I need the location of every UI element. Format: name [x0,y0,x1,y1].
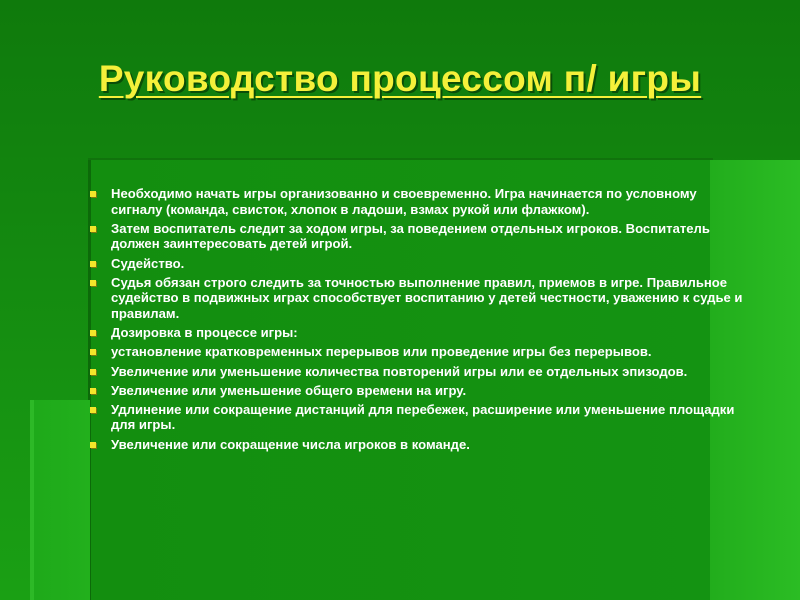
bullet-item [90,344,750,360]
square-bullet-icon [90,191,96,197]
square-bullet-icon [90,407,96,413]
bullet-item [90,402,750,433]
bullet-text: Судейство. [111,255,185,271]
bullet-text: Увеличение или уменьшение количества повторений игры или ее отдельных эпизодов. [111,363,688,379]
bullet-text: Необходимо начать игры организованно и своевременно. Игра начинается по условному сигналу (команда, свисток, хлопок в ладоши, взмах рукой или флажком). [111,186,697,217]
bullet-item [90,364,750,380]
bullet-item [90,186,750,217]
square-bullet-icon [90,261,96,267]
bullet-item [90,383,750,399]
bullet-text: Увеличение или уменьшение общего времени на игру. [111,382,467,398]
square-bullet-icon [90,280,96,286]
square-bullet-icon [90,226,96,232]
square-bullet-icon [90,442,96,448]
square-bullet-icon [90,349,96,355]
slide-title: Руководство процессом п/ игры [98,58,702,99]
square-bullet-icon [90,369,96,375]
bullet-item [90,325,750,341]
bullet-text: установление кратковременных перерывов или проведение игры без перерывов. [111,344,652,360]
bullet-item [90,256,750,272]
bullet-text: Судья обязан строго следить за точностью выполнение правил, приемов в игре. Правильное судейство в подвижных играх способствует воспитанию у детей честности, уважению к судье и правилам. [111,274,743,321]
bullet-text: Удлинение или сокращение дистанций для перебежек, расширение или уменьшение площадки для игры. [111,401,735,433]
bullet-item [90,221,750,252]
decorative-panel-left [30,400,90,600]
square-bullet-icon [90,330,96,336]
bullet-item [90,275,750,322]
bullet-text: Увеличение или сокращение числа игроков в команде. [111,436,470,452]
square-bullet-icon [90,388,96,394]
bullet-text: Затем воспитатель следит за ходом игры, за поведением отдельных игроков. Воспитатель должен заинтересовать детей игрой. [111,220,710,252]
bullet-list [90,186,750,456]
decorative-panel-left-edge [30,400,34,600]
bullet-item [90,437,750,453]
bullet-text: Дозировка в процессе игры: [111,325,298,341]
